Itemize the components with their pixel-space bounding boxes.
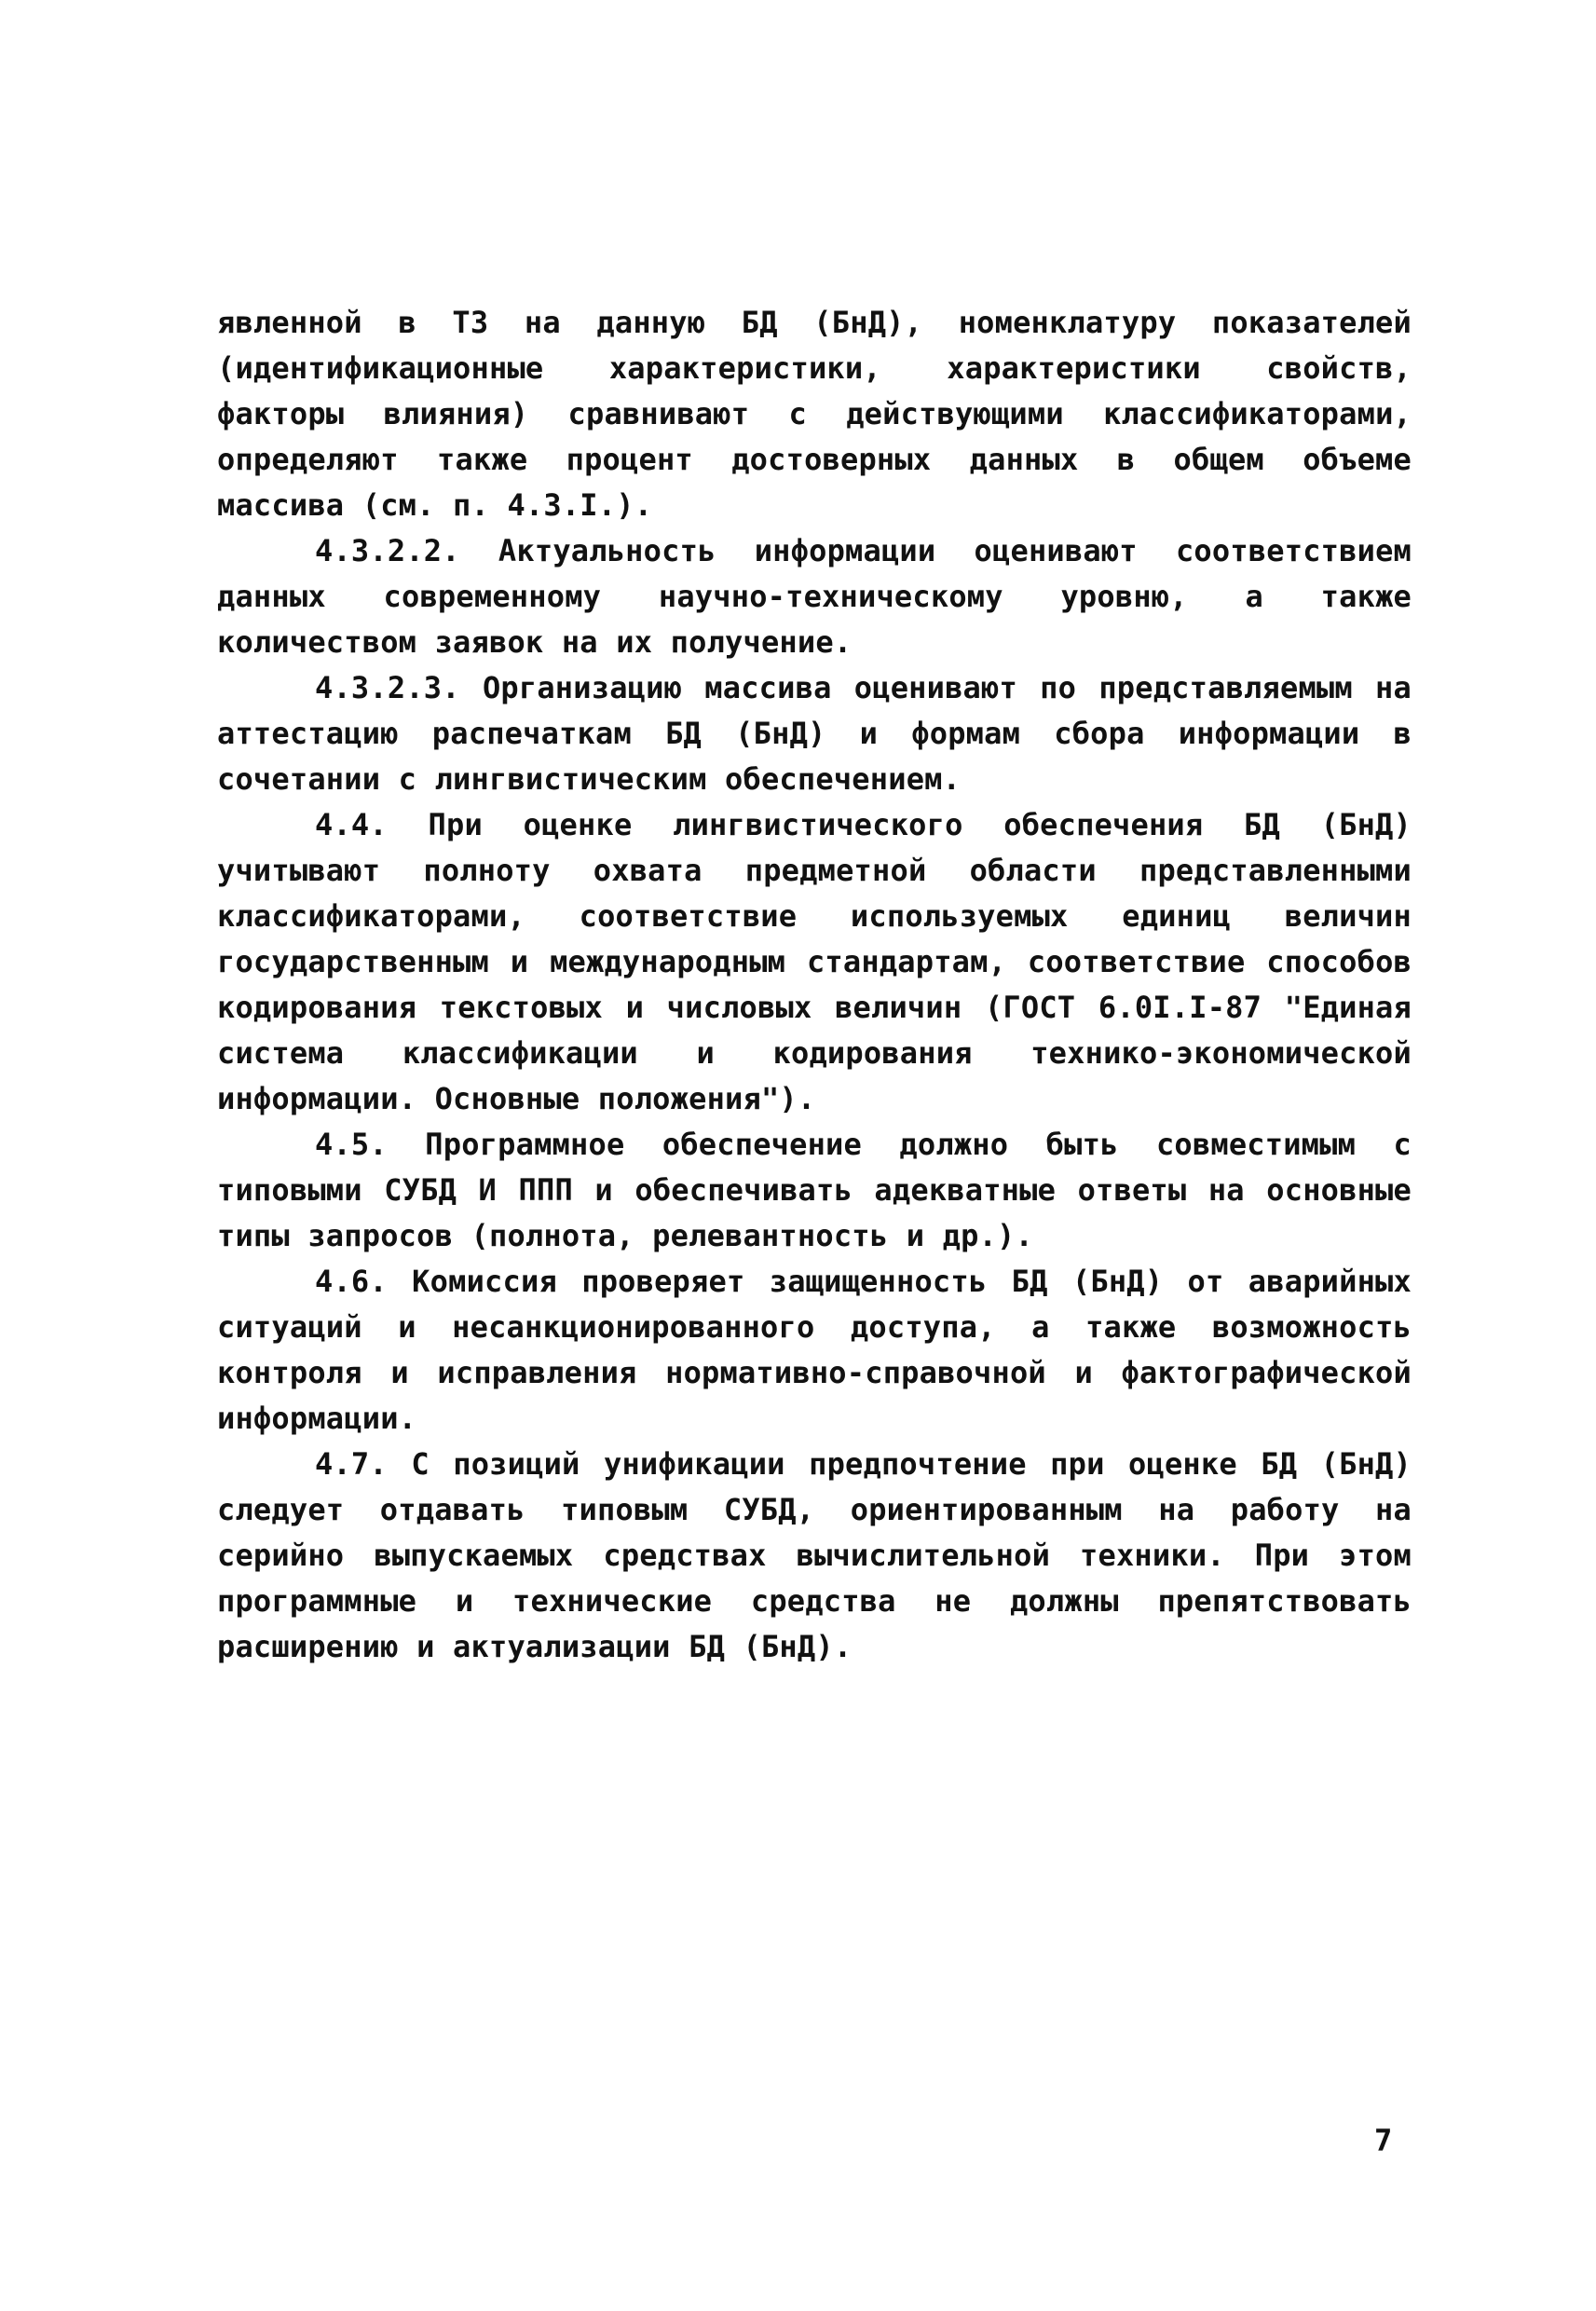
paragraph-4-3-2-3: 4.3.2.3. Организацию массива оценивают по представляемым на аттестацию распечаткам БД (БнД) и формам сбора информации в сочетании с лингвистическим обеспечением. <box>217 670 1412 797</box>
page-number: 7 <box>1374 2123 1393 2158</box>
paragraph-4-7: 4.7. С позиций унификации предпочтение при оценке БД (БнД) следует отдавать типовым СУБД, ориентированным на работу на серийно выпускаемых средствах вычислительной техники. При этом программные и технические средства не должны препятствовать расширению и актуализации БД (БнД). <box>217 1446 1412 1664</box>
paragraph-continuation: явленной в ТЗ на данную БД (БнД), номенклатуру показателей (идентификационные характеристики, характеристики свойств, факторы влияния) сравнивают с действующими классификаторами, определяют также процент достоверных данных в общем объеме массива (см. п. 4.3.I.). <box>217 305 1412 523</box>
paragraph-4-5: 4.5. Программное обеспечение должно быть совместимым с типовыми СУБД И ППП и обеспечивать адекватные ответы на основные типы запросов (полнота, релевантность и др.). <box>217 1127 1412 1253</box>
paragraph-4-3-2-2: 4.3.2.2. Актуальность информации оценивают соответствием данных современному научно-техническому уровню, а также количеством заявок на их получение. <box>217 533 1412 660</box>
paragraph-4-4: 4.4. При оценке лингвистического обеспечения БД (БнД) учитывают полноту охвата предметной области представленными классификаторами, соответствие используемых единиц величин государственным и международным стандартам, соответствие способов кодирования текстовых и числовых величин (ГОСТ 6.0I.I-87 "Единая система классификации и кодирования технико-экономической информации. Основные положения"). <box>217 807 1412 1116</box>
document-body <box>217 300 1412 1670</box>
paragraph-4-6: 4.6. Комиссия проверяет защищенность БД (БнД) от аварийных ситуаций и несанкционированного доступа, а также возможность контроля и исправления нормативно-справочной и фактографической информации. <box>217 1264 1412 1436</box>
